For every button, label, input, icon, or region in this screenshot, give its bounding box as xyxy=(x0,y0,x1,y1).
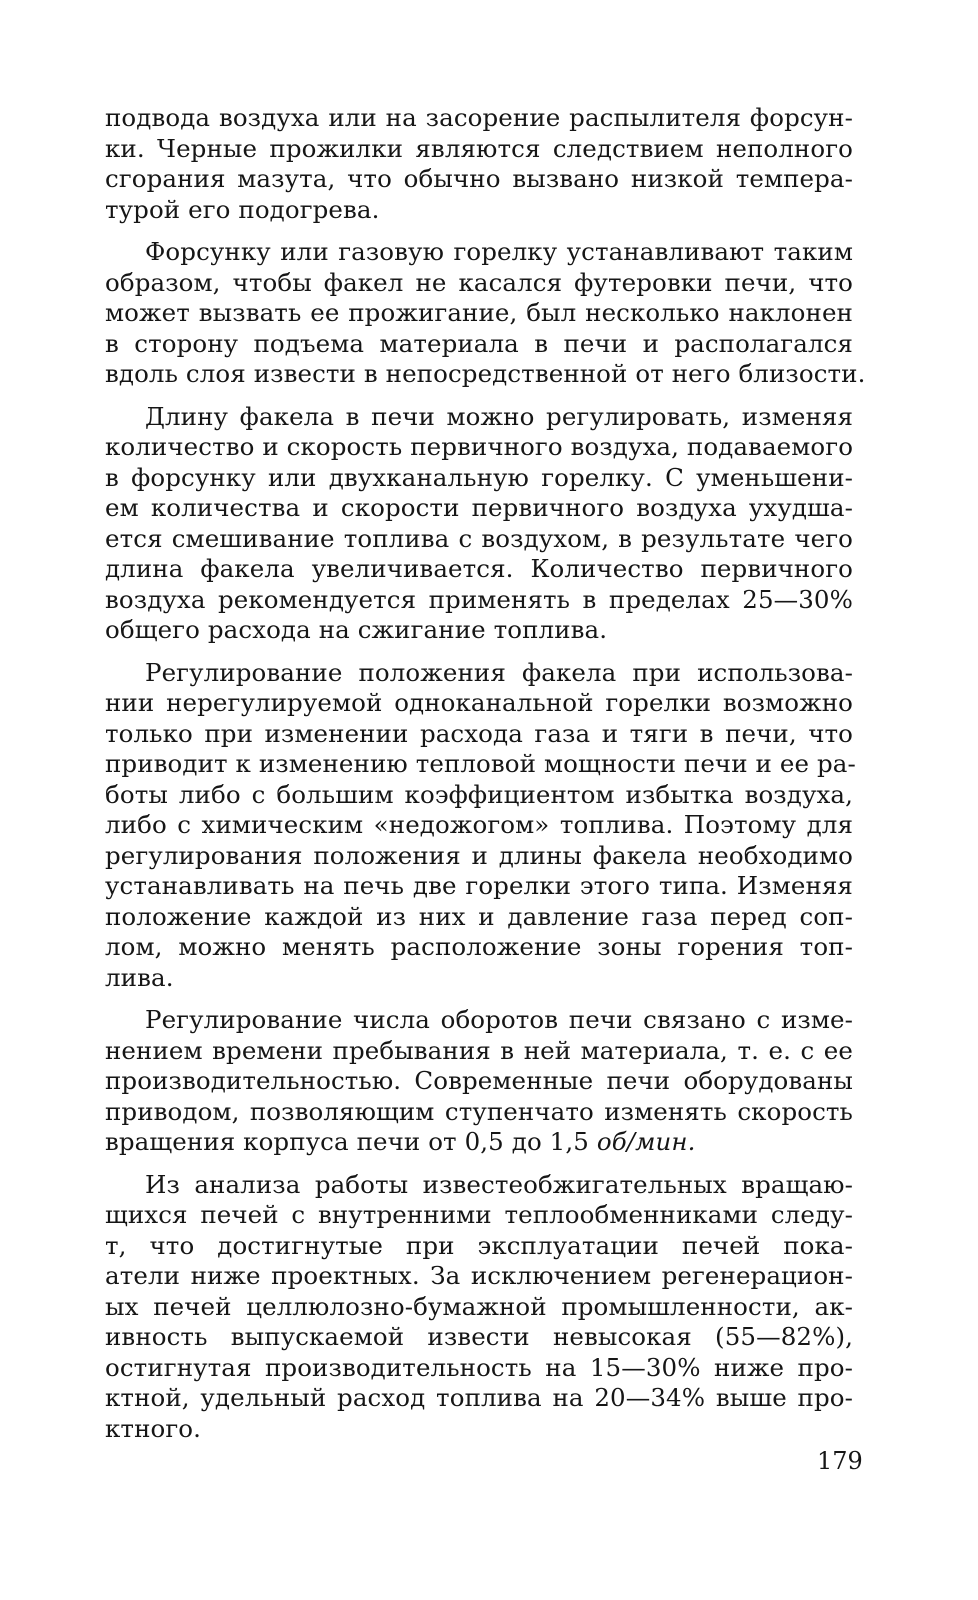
text-line: турой его подогрева. xyxy=(105,194,380,224)
text-line: ктной, удельный расход топлива на 20—34% выше про- xyxy=(105,1383,853,1412)
text-line: Регулирование числа оборотов печи связано с изме- xyxy=(145,1005,853,1034)
paragraph xyxy=(105,103,853,225)
text-line: общего расхода на сжигание топлива. xyxy=(105,615,608,644)
paragraph-gap xyxy=(105,225,853,237)
text-line: нением времени пребывания в ней материала, т. е. с ее xyxy=(105,1035,853,1065)
text-line: ем количества и скорости первичного воздуха ухудша- xyxy=(105,493,853,522)
text-line: приводом, позволяющим ступенчато изменять скорость xyxy=(105,1096,853,1126)
text-line: образом, чтобы факел не касался футеровки печи, что xyxy=(105,267,853,297)
text-line: вдоль слоя извести в непосредственной от него близости. xyxy=(105,359,866,388)
paragraph-gap xyxy=(105,993,853,1005)
text-line: в форсунку или двухканальную горелку. С уменьшени- xyxy=(105,462,853,492)
text-line: подвода воздуха или на засорение распылителя форсун- xyxy=(105,103,853,132)
text-line: атели ниже проектных. За исключением регенерацион- xyxy=(105,1261,853,1290)
body-text xyxy=(105,103,866,1444)
text-line: положение каждой из них и давление газа перед соп- xyxy=(105,901,853,931)
text-line: Регулирование положения факела при использова- xyxy=(145,657,853,687)
text-line: нии нерегулируемой одноканальной горелки возможно xyxy=(105,688,853,717)
text-line: в сторону подъема материала в печи и располагался xyxy=(105,328,853,358)
paragraph xyxy=(105,1005,853,1158)
text-line: лива. xyxy=(105,962,174,992)
text-line: ых печей целлюлозно-бумажной промышленности, ак- xyxy=(105,1291,853,1321)
text-line: ктного. xyxy=(105,1413,202,1443)
paragraph xyxy=(105,657,856,994)
text-line: количество и скорость первичного воздуха, подаваемого xyxy=(105,432,854,461)
text-line: ки. Черные прожилки являются следствием неполного xyxy=(105,133,853,163)
paragraph-gap xyxy=(105,646,853,658)
text-line: ивность выпускаемой извести невысокая (55—82%), xyxy=(105,1322,853,1351)
text-line: может вызвать ее прожигание, был несколько наклонен xyxy=(105,298,853,327)
text-line: Длину факела в печи можно регулировать, изменяя xyxy=(145,401,853,431)
paragraph xyxy=(105,1170,853,1445)
text-line: регулирования положения и длины факела необходимо xyxy=(105,840,853,870)
text-line: длина факела увеличивается. Количество первичного xyxy=(105,554,853,583)
text-line: ется смешивание топлива с воздухом, в результате чего xyxy=(105,523,853,553)
text-line: сгорания мазута, что обычно вызвано низкой темпера- xyxy=(105,164,853,193)
text-line: боты либо с большим коэффициентом избытка воздуха, xyxy=(105,779,853,809)
text-line: Форсунку или газовую горелку устанавливают таким xyxy=(145,237,853,266)
text-line xyxy=(105,1127,853,1158)
text-line: устанавливать на печь две горелки этого типа. Изменяя xyxy=(105,871,853,900)
text-line: Из анализа работы известеобжигательных вращаю- xyxy=(145,1169,853,1199)
text-line: либо с химическим «недожогом» топлива. Поэтому для xyxy=(105,810,853,839)
page-number: 179 xyxy=(817,1447,863,1475)
text-line: щихся печей с внутренними теплообменниками следу- xyxy=(105,1200,853,1229)
text-line-start: вращения корпуса печи от 0,5 до 1,5 xyxy=(105,1127,597,1156)
text-line: лом, можно менять расположение зоны горения топ- xyxy=(105,932,853,961)
paragraph xyxy=(105,237,866,390)
paragraph xyxy=(105,402,853,646)
text-line: т, что достигнутые при эксплуатации печей пока- xyxy=(105,1230,853,1260)
text-line: остигнутая производительность на 15—30% ниже про- xyxy=(105,1352,853,1382)
paragraph-gap xyxy=(105,390,853,402)
text-line: воздуха рекомендуется применять в пределах 25—30% xyxy=(105,584,853,614)
paragraph-gap xyxy=(105,1158,853,1170)
text-line: приводит к изменению тепловой мощности печи и ее ра- xyxy=(105,749,856,778)
text-line: только при изменении расхода газа и тяги в печи, что xyxy=(105,718,853,748)
text-line: производительностью. Современные печи оборудованы xyxy=(105,1066,853,1095)
unit-label: об/мин. xyxy=(596,1127,696,1156)
